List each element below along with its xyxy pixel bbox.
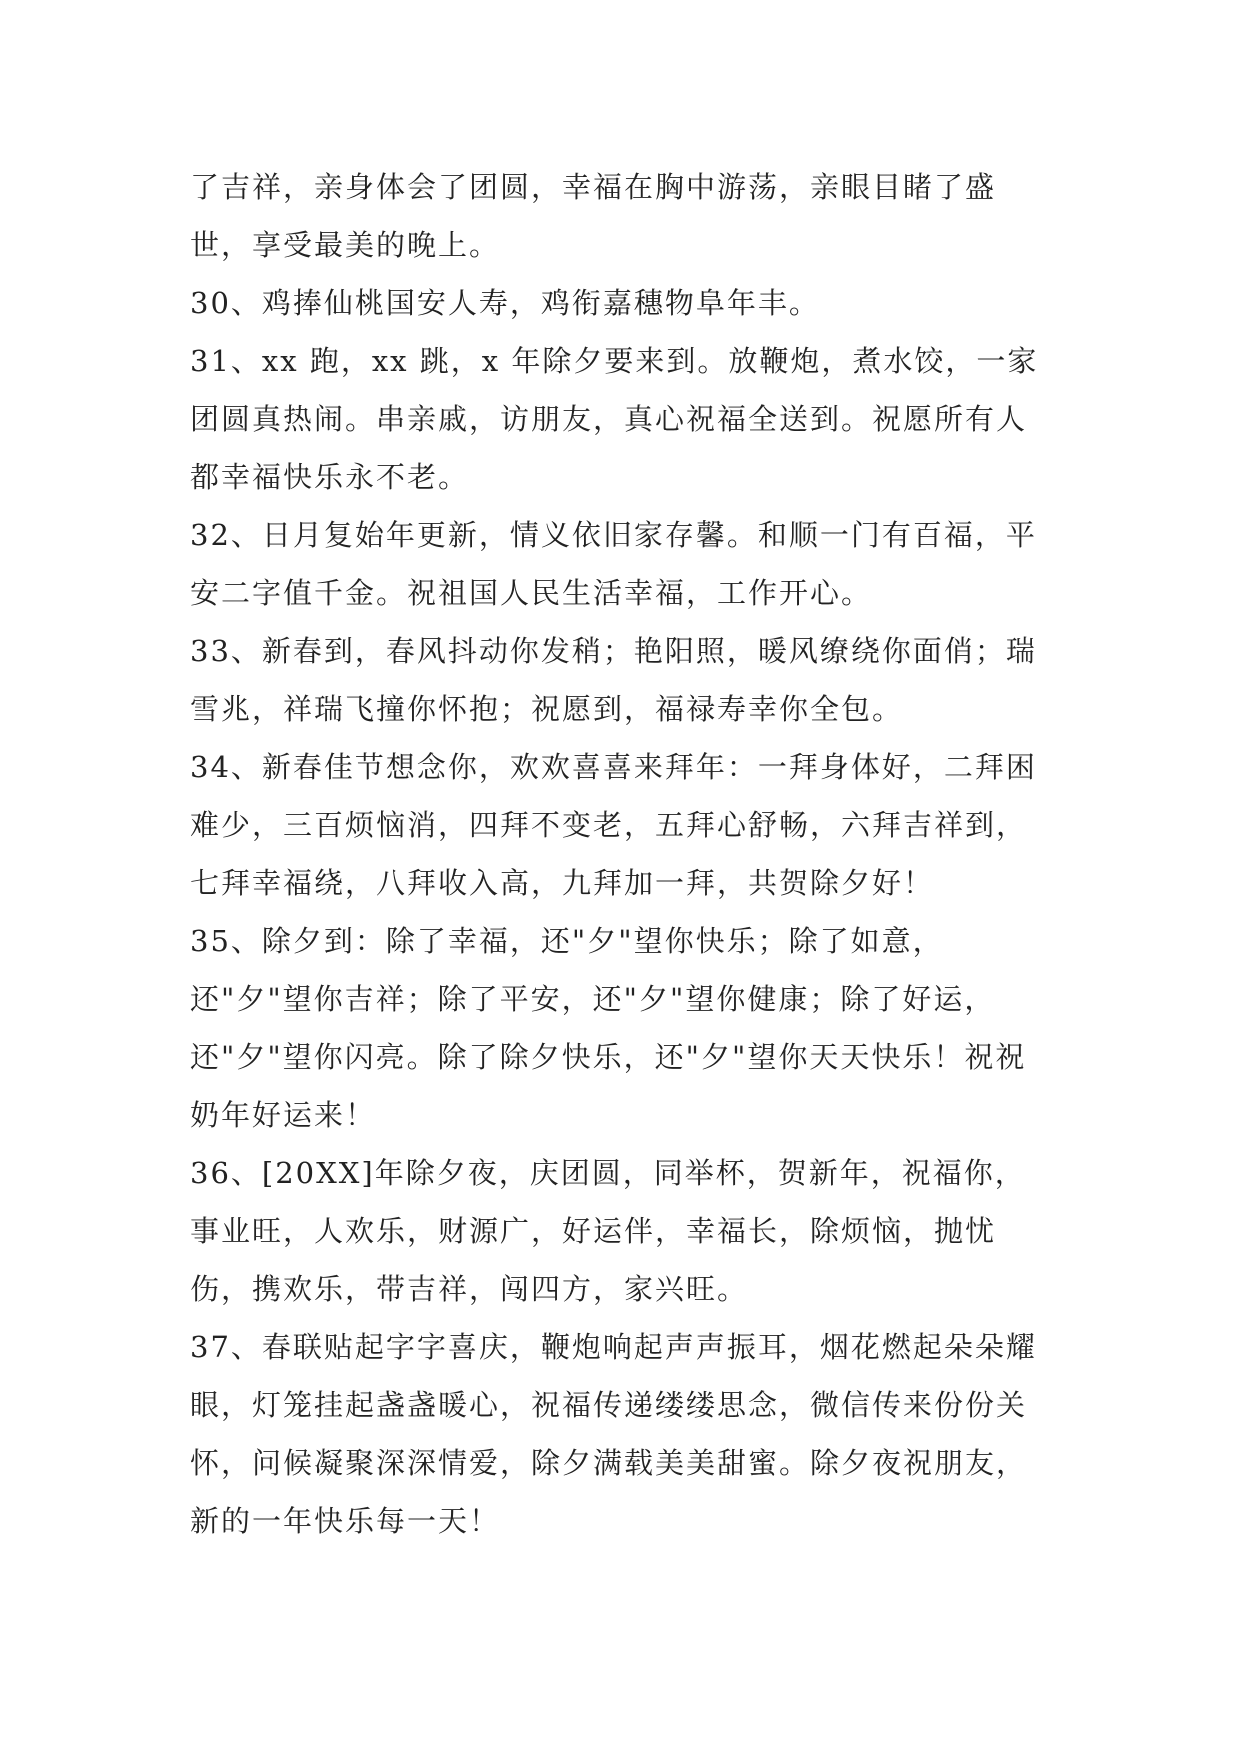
paragraph-35: 35、除夕到：除了幸福，还"夕"望你快乐；除了如意，还"夕"望你吉祥；除了平安，还"夕"望你健康；除了好运，还"夕"望你闪亮。除了除夕快乐，还"夕"望你天天快乐！祝祝奶年好运来！: [190, 924, 1027, 1132]
document-body: [190, 158, 1050, 1550]
paragraph-37: 37、春联贴起字字喜庆，鞭炮响起声声振耳，烟花燃起朵朵耀眼，灯笼挂起盏盏暖心，祝福传递缕缕思念，微信传来份份关怀，问候凝聚深深情爱，除夕满载美美甜蜜。除夕夜祝朋友，新的一年快乐每一天！: [190, 1330, 1037, 1538]
paragraph-33: 33、新春到，春风抖动你发稍；艳阳照，暖风缭绕你面俏；瑞雪兆，祥瑞飞撞你怀抱；祝愿到，福禄寿幸你全包。: [190, 634, 1037, 726]
paragraph-36: 36、[20XX]年除夕夜，庆团圆，同举杯，贺新年，祝福你，事业旺，人欢乐，财源广，好运伴，幸福长，除烦恼，抛忧伤，携欢乐，带吉祥，闯四方，家兴旺。: [190, 1156, 1026, 1306]
paragraph-continuation: 了吉祥，亲身体会了团圆，幸福在胸中游荡，亲眼目睹了盛世，享受最美的晚上。: [190, 170, 997, 262]
paragraph-34: 34、新春佳节想念你，欢欢喜喜来拜年：一拜身体好，二拜困难少，三百烦恼消，四拜不变老，五拜心舒畅，六拜吉祥到，七拜幸福绕，八拜收入高，九拜加一拜，共贺除夕好！: [190, 750, 1037, 900]
paragraph-31: 31、xx 跑，xx 跳，x 年除夕要来到。放鞭炮，煮水饺，一家团圆真热闹。串亲戚，访朋友，真心祝福全送到。祝愿所有人都幸福快乐永不老。: [190, 344, 1039, 494]
paragraph-30: 30、鸡捧仙桃国安人寿，鸡衔嘉穗物阜年丰。: [190, 286, 820, 320]
paragraph-32: 32、日月复始年更新，情义依旧家存馨。和顺一门有百福，平安二字值千金。祝祖国人民生活幸福，工作开心。: [190, 518, 1037, 610]
